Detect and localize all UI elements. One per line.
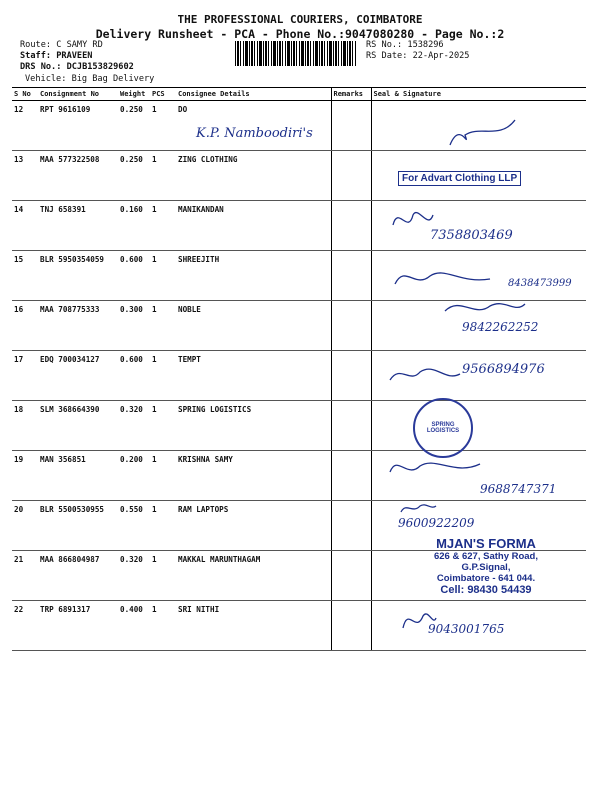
col-pcs: PCS (150, 88, 176, 101)
cell-pcs: 1 (150, 501, 176, 551)
cell-pcs: 1 (150, 601, 176, 651)
cell-remarks (331, 151, 371, 201)
cell-sno: 18 (12, 401, 38, 451)
signature-scribble (440, 115, 520, 155)
stamp-title: MJAN'S FORMA (436, 536, 536, 551)
cell-pcs: 1 (150, 251, 176, 301)
cell-remarks (331, 301, 371, 351)
signature-scribble (390, 264, 500, 294)
cell-sno: 21 (12, 551, 38, 601)
cell-pcs: 1 (150, 451, 176, 501)
cell-remarks (331, 201, 371, 251)
cell-pcs: 1 (150, 301, 176, 351)
cell-cn: MAA 866804987 (38, 551, 118, 601)
cell-weight: 0.320 (118, 401, 150, 451)
table-row (12, 401, 586, 451)
cell-weight: 0.250 (118, 151, 150, 201)
cell-cn: BLR 5500530955 (38, 501, 118, 551)
cell-sno: 14 (12, 201, 38, 251)
col-consignee: Consignee Details (176, 88, 331, 101)
cell-sno: 12 (12, 101, 38, 151)
cell-consignee: SHREEJITH (176, 251, 331, 301)
cell-weight: 0.320 (118, 551, 150, 601)
cell-consignee: ZING CLOTHING (176, 151, 331, 201)
advart-stamp: For Advart Clothing LLP (398, 171, 521, 186)
cell-sno: 17 (12, 351, 38, 401)
cell-cn: SLM 368664390 (38, 401, 118, 451)
cell-consignee: KRISHNA SAMY (176, 451, 331, 501)
cell-remarks (331, 551, 371, 601)
cell-sno: 15 (12, 251, 38, 301)
cell-remarks (331, 101, 371, 151)
cell-consignee: MAKKAL MARUNTHAGAM (176, 551, 331, 601)
company-title: THE PROFESSIONAL COURIERS, COIMBATORE (177, 13, 423, 26)
cell-signature (371, 401, 586, 451)
handwritten-phone: 9688747371 (480, 482, 557, 496)
cell-sno: 13 (12, 151, 38, 201)
drs-number: DRS No.: DCJB153829602 (20, 62, 134, 72)
cell-consignee: SRI NITHI (176, 601, 331, 651)
cell-cn: MAN 356851 (38, 451, 118, 501)
cell-sno: 22 (12, 601, 38, 651)
cell-remarks (331, 351, 371, 401)
stamp-address-1: 626 & 627, Sathy Road, (433, 551, 539, 562)
rs-number: RS No.: 1538296 (366, 40, 444, 50)
cell-remarks (331, 451, 371, 501)
col-sno: S No (12, 88, 38, 101)
cell-weight: 0.600 (118, 351, 150, 401)
signature-scribble (385, 362, 465, 387)
cell-weight: 0.250 (118, 101, 150, 151)
handwritten-phone: 9842262252 (462, 320, 539, 334)
handwritten-name: K.P. Namboodiri's (196, 126, 313, 141)
vehicle: Vehicle: Big Bag Delivery (25, 74, 155, 84)
meta-left (20, 40, 134, 73)
signature-scribble (398, 500, 438, 516)
cell-consignee: RAM LAPTOPS (176, 501, 331, 551)
cell-cn: MAA 577322508 (38, 151, 118, 201)
staff: Staff: PRAVEEN (20, 51, 93, 61)
stamp-address-2: G.P.Signal, (461, 562, 511, 573)
cell-pcs: 1 (150, 351, 176, 401)
cell-cn: TRP 6891317 (38, 601, 118, 651)
cell-pcs: 1 (150, 151, 176, 201)
route: Route: C SAMY RD (20, 40, 103, 50)
cell-weight: 0.550 (118, 501, 150, 551)
cell-pcs: 1 (150, 101, 176, 151)
rs-date: RS Date: 22-Apr-2025 (366, 51, 470, 61)
cell-weight: 0.200 (118, 451, 150, 501)
stamp-address-3: Coimbatore - 641 044. (436, 573, 536, 584)
cell-remarks (331, 501, 371, 551)
cell-consignee: MANIKANDAN (176, 201, 331, 251)
table-row (12, 201, 586, 251)
cell-remarks (331, 601, 371, 651)
cell-consignee: DO (176, 101, 331, 151)
cell-consignee: TEMPT (176, 351, 331, 401)
runsheet-title: Delivery Runsheet - PCA - Phone No.:9047080280 - Page No.:2 (95, 27, 505, 41)
handwritten-phone: 9043001765 (428, 622, 505, 636)
stamp-cell: Cell: 98430 54439 (440, 584, 532, 596)
handwritten-phone: 7358803469 (430, 228, 513, 243)
col-consignment: Consignment No (38, 88, 118, 101)
cell-pcs: 1 (150, 401, 176, 451)
cell-remarks (331, 401, 371, 451)
signature-scribble (385, 454, 485, 482)
cell-sno: 20 (12, 501, 38, 551)
cell-consignee: SPRING LOGISTICS (176, 401, 331, 451)
barcode (235, 41, 357, 66)
cell-weight: 0.300 (118, 301, 150, 351)
handwritten-phone: 8438473999 (508, 278, 572, 289)
cell-cn: RPT 9616109 (38, 101, 118, 151)
handwritten-phone: 9566894976 (462, 362, 545, 377)
cell-weight: 0.400 (118, 601, 150, 651)
col-weight: Weight (118, 88, 150, 101)
cell-pcs: 1 (150, 551, 176, 601)
cell-sno: 16 (12, 301, 38, 351)
spring-logistics-stamp: SPRING LOGISTICS (413, 398, 473, 458)
col-remarks: Remarks (331, 88, 371, 101)
cell-cn: BLR 5950354059 (38, 251, 118, 301)
cell-cn: MAA 708775333 (38, 301, 118, 351)
cell-cn: TNJ 658391 (38, 201, 118, 251)
signature-scribble (440, 296, 530, 321)
cell-cn: EDQ 700034127 (38, 351, 118, 401)
handwritten-phone: 9600922209 (398, 516, 475, 530)
col-signature: Seal & Signature (371, 88, 586, 101)
cell-weight: 0.600 (118, 251, 150, 301)
meta-right (366, 40, 469, 62)
cell-remarks (331, 251, 371, 301)
cell-weight: 0.160 (118, 201, 150, 251)
cell-consignee: NOBLE (176, 301, 331, 351)
mjans-forma-stamp (396, 536, 576, 596)
cell-sno: 19 (12, 451, 38, 501)
table-header (12, 88, 586, 101)
cell-pcs: 1 (150, 201, 176, 251)
